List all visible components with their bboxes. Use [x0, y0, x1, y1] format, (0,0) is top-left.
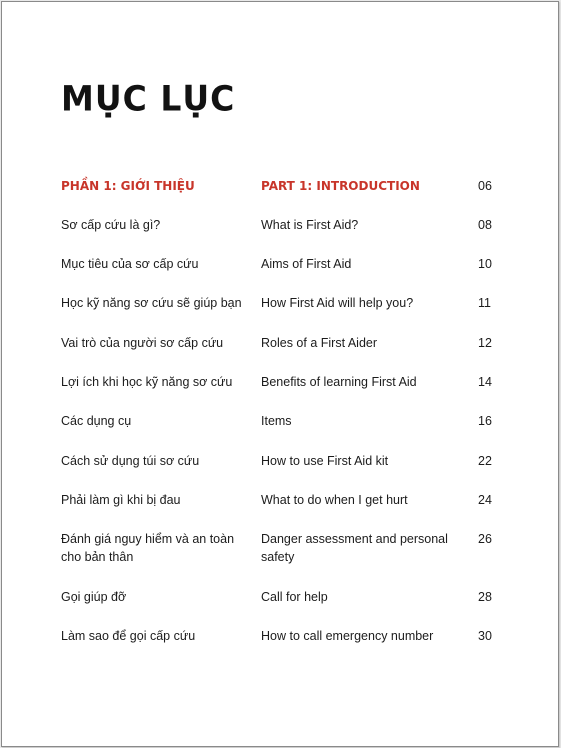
toc-entry-vi: Làm sao để gọi cấp cứu	[61, 629, 196, 643]
toc-entry-en: What is First Aid?	[261, 218, 359, 232]
toc-entry-vi: Sơ cấp cứu là gì?	[61, 218, 161, 232]
toc-entry-en: Items	[261, 414, 292, 428]
section-header-en: PART 1: INTRODUCTION	[261, 179, 420, 193]
toc-entry-en: Aims of First Aid	[261, 257, 352, 271]
toc-entry-page: 26	[478, 532, 492, 546]
toc-entry-vi: Vai trò của người sơ cấp cứu	[61, 336, 224, 350]
page-title: MỤC LỤC	[61, 78, 236, 119]
toc-entry-page: 22	[478, 454, 492, 468]
toc-entry-page: 10	[478, 257, 492, 271]
toc-entry-en: Benefits of learning First Aid	[261, 375, 417, 389]
toc-entry-page: 08	[478, 218, 492, 232]
toc-entry-en: Danger assessment and personal safety	[261, 532, 448, 564]
toc-entry-vi: Phải làm gì khi bị đau	[61, 493, 181, 507]
toc-entry-en: How to call emergency number	[261, 629, 434, 643]
toc-entry-en: How to use First Aid kit	[261, 454, 389, 468]
toc-entry-page: 12	[478, 336, 492, 350]
section-header-vi: PHẦN 1: GIỚI THIỆU	[61, 179, 195, 193]
toc-entry-vi: Mục tiêu của sơ cấp cứu	[61, 257, 199, 271]
toc-entry-page: 14	[478, 375, 492, 389]
toc-entry-vi: Cách sử dụng túi sơ cứu	[61, 454, 200, 468]
toc-entry-page: 30	[478, 629, 492, 643]
toc-entry-vi: Các dụng cụ	[61, 414, 132, 428]
toc-entry-page: 11	[478, 296, 491, 310]
toc-entry-page: 24	[478, 493, 492, 507]
toc-entry-vi: Học kỹ năng sơ cứu sẽ giúp bạn	[61, 296, 242, 310]
toc-entry-vi: Đánh giá nguy hiểm và an toàn cho bản thân	[61, 532, 235, 564]
document-page	[1, 1, 559, 747]
toc-entry-en: Roles of a First Aider	[261, 336, 378, 350]
toc-entry-en: How First Aid will help you?	[261, 296, 414, 310]
toc-entry-en: What to do when I get hurt	[261, 493, 408, 507]
toc-entry-vi: Lợi ích khi học kỹ năng sơ cứu	[61, 375, 233, 389]
toc-entry-page: 16	[478, 414, 492, 428]
toc-entry-page: 28	[478, 590, 492, 604]
toc-entry-vi: Gọi giúp đỡ	[61, 590, 127, 604]
toc-entry-en: Call for help	[261, 590, 328, 604]
section-header-page: 06	[478, 179, 492, 193]
